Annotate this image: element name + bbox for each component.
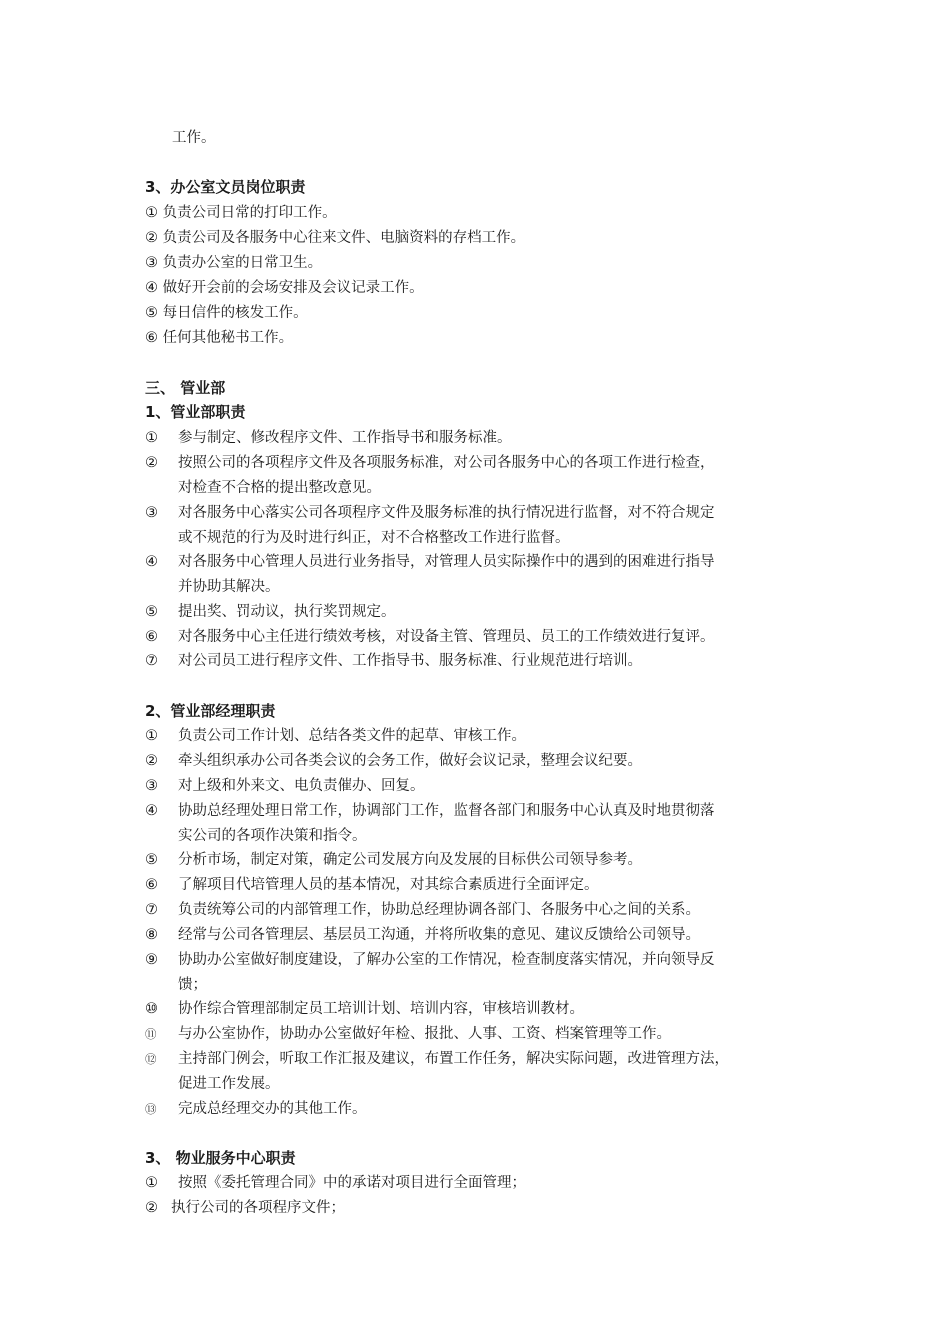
section-heading-service-center: 3、 物业服务中心职责 [145,1149,296,1167]
list-item-continuation: 实公司的各项作决策和指令。 [178,828,367,844]
list-marker: ④ [145,803,158,819]
list-item-continuation: 或不规范的行为及时进行纠正，对不合格整改工作进行监督。 [178,530,570,546]
list-item: 与办公室协作，协助办公室做好年检、报批、人事、工资、档案管理等工作。 [178,1026,671,1042]
list-marker: ② [145,455,158,471]
list-marker: ③ [145,505,158,521]
list-marker: ⑤ [145,852,158,868]
list-marker: ② [145,1200,158,1216]
list-item: 分析市场，制定对策，确定公司发展方向及发展的目标供公司领导参考。 [178,852,642,868]
list-item: 对各服务中心主任进行绩效考核，对设备主管、管理员、员工的工作绩效进行复评。 [178,629,715,645]
list-marker: ⑤ [145,604,158,620]
list-item: 完成总经理交办的其他工作。 [178,1101,367,1117]
list-item: 牵头组织承办公司各类会议的会务工作，做好会议记录，整理会议纪要。 [178,753,642,769]
list-item: 对各服务中心落实公司各项程序文件及服务标准的执行情况进行监督，对不符合规定 [178,505,715,521]
section-heading-dept-duties: 1、管业部职责 [145,403,246,421]
list-item: 负责统筹公司的内部管理工作，协助总经理协调各部门、各服务中心之间的关系。 [178,902,700,918]
list-item: 按照《委托管理合同》中的承诺对项目进行全面管理； [178,1175,526,1191]
list-marker: ⑪ [145,1027,157,1041]
list-marker: ③ [145,778,158,794]
list-marker: ④ [145,554,158,570]
list-marker: ⑨ [145,952,158,968]
list-item-continuation: 促进工作发展。 [178,1076,280,1092]
list-marker: ⑩ [145,1001,158,1017]
list-item: ⑥ 任何其他秘书工作。 [145,330,294,346]
list-item: 协作综合管理部制定员工培训计划、培训内容，审核培训教材。 [178,1001,584,1017]
list-marker: ⑦ [145,902,158,918]
list-marker: ⑧ [145,927,158,943]
continuation-text: 工作。 [172,130,216,146]
list-item: 了解项目代培管理人员的基本情况，对其综合素质进行全面评定。 [178,877,599,893]
list-marker: ② [145,753,158,769]
list-marker: ① [145,430,158,446]
section-heading-dept-manager: 2、管业部经理职责 [145,702,276,720]
list-item: ② 负责公司及各服务中心往来文件、电脑资料的存档工作。 [145,230,526,246]
list-item: 经常与公司各管理层、基层员工沟通，并将所收集的意见、建议反馈给公司领导。 [178,927,700,943]
list-marker: ⑥ [145,629,158,645]
list-marker: ⑦ [145,653,158,669]
list-item: 对各服务中心管理人员进行业务指导，对管理人员实际操作中的遇到的困难进行指导 [178,554,715,570]
list-item: 按照公司的各项程序文件及各项服务标准，对公司各服务中心的各项工作进行检查， [178,455,715,471]
list-marker: ① [145,728,158,744]
list-item: ③ 负责办公室的日常卫生。 [145,255,323,271]
list-marker: ① [145,1175,158,1191]
list-marker: ⑫ [145,1052,157,1066]
list-item: 对上级和外来文、电负责催办、回复。 [178,778,425,794]
list-item-continuation: 对检查不合格的提出整改意见。 [178,480,381,496]
section-heading-office-clerk: 3、办公室文员岗位职责 [145,178,306,196]
list-item: ④ 做好开会前的会场安排及会议记录工作。 [145,280,424,296]
list-item: ① 负责公司日常的打印工作。 [145,205,337,221]
list-item: 提出奖、罚动议，执行奖罚规定。 [178,604,396,620]
part-heading: 三、 管业部 [145,379,226,397]
list-item-continuation: 馈； [178,977,207,993]
list-item: 执行公司的各项程序文件； [171,1200,345,1216]
list-item: 负责公司工作计划、总结各类文件的起草、审核工作。 [178,728,526,744]
list-item: 对公司员工进行程序文件、工作指导书、服务标准、行业规范进行培训。 [178,653,642,669]
list-item: 协助办公室做好制度建设，了解办公室的工作情况，检查制度落实情况，并向领导反 [178,952,715,968]
list-item: 协助总经理处理日常工作，协调部门工作，监督各部门和服务中心认真及时地贯彻落 [178,803,715,819]
list-item: 参与制定、修改程序文件、工作指导书和服务标准。 [178,430,512,446]
list-item-continuation: 并协助其解决。 [178,579,280,595]
list-item: 主持部门例会，听取工作汇报及建议，布置工作任务，解决实际问题，改进管理方法， [178,1051,729,1067]
list-marker: ⑥ [145,877,158,893]
list-marker: ⑬ [145,1102,157,1116]
list-item: ⑤ 每日信件的核发工作。 [145,305,308,321]
